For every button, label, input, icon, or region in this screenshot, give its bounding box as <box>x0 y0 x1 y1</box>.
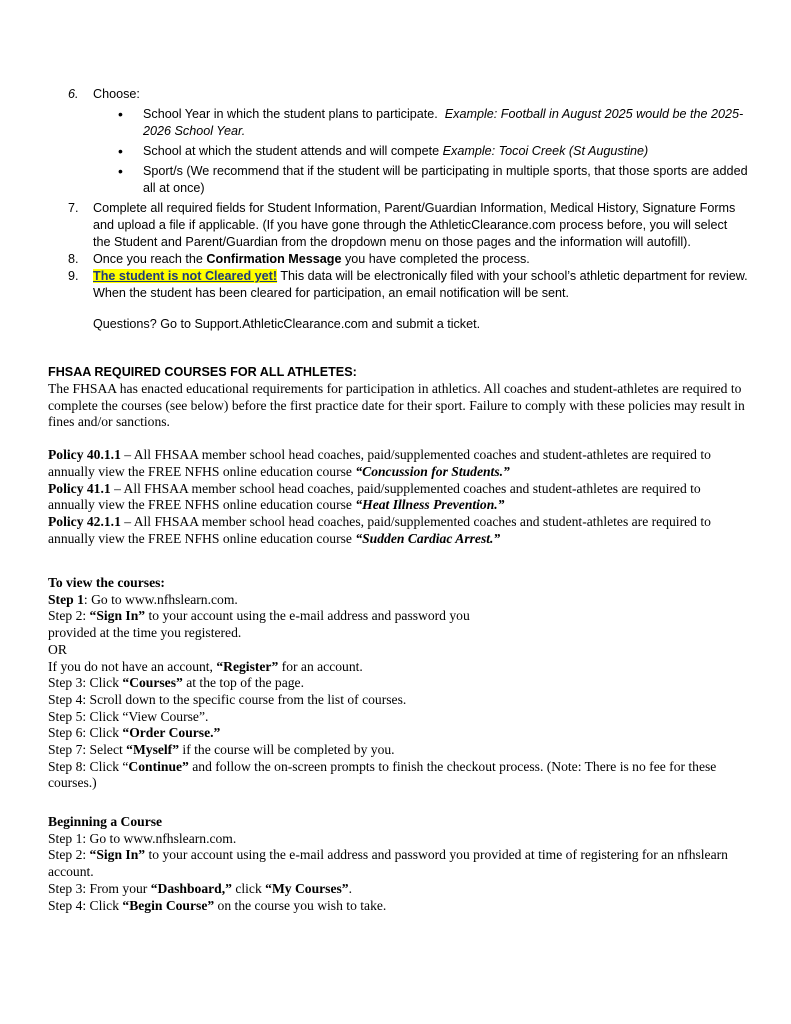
view-courses-heading: To view the courses: <box>48 575 165 590</box>
order-course-label: “Order Course.” <box>122 725 221 741</box>
step-text-end: you have completed the process. <box>341 252 530 266</box>
or-label: OR <box>48 641 67 657</box>
policy-name: Policy 42.1.1 <box>48 513 121 529</box>
courses-label: “Courses” <box>122 675 183 691</box>
view-step-8: Step 8: Click “Continue” and follow the on-screen prompts to finish the checkout process. (Note: There is no fee for these courses.) <box>48 758 717 791</box>
view-step-3: Step 3: Click “Courses” at the top of the page. <box>48 675 304 691</box>
view-step-2: Step 2: “Sign In” to your account using the e-mail address and password you <box>48 608 470 624</box>
view-step-5: Step 5: Click “View Course”. <box>48 708 209 724</box>
register-line: If you do not have an account, “Register” for an account. <box>48 658 363 674</box>
bullet-example: Example: Football in August 2025 would be the 2025-2026 School Year. <box>143 107 744 138</box>
beginning-course-heading: Beginning a Course <box>48 814 163 829</box>
begin-step-1: Step 1: Go to www.nfhslearn.com. <box>48 830 237 846</box>
begin-step-4: Step 4: Click “Begin Course” on the course you wish to take. <box>48 897 387 913</box>
policy-course: “Heat Illness Prevention.” <box>355 497 505 513</box>
step-9 <box>68 268 748 302</box>
sign-in-label: “Sign In” <box>89 847 146 863</box>
policy-41-1 <box>48 481 748 514</box>
policy-40-1-1 <box>48 447 748 480</box>
view-step-1 <box>48 592 748 609</box>
step-text: This data will be electronically filed with your school’s athletic department for review. When the student has been cleared for participation, an email notification will be sent. <box>93 269 748 300</box>
bullet-text: School Year in which the student plans to participate. <box>143 107 438 121</box>
bullet-example: Example: Tocoi Creek (St Augustine) <box>442 144 649 158</box>
bullet-school-year <box>93 106 748 140</box>
register-label: “Register” <box>216 658 279 674</box>
view-step-7: Step 7: Select “Myself” if the course will be completed by you. <box>48 742 395 758</box>
not-cleared-highlight: The student is not Cleared yet! <box>93 269 278 283</box>
step-number: 7. <box>68 201 79 215</box>
step-text: Once you reach the <box>93 252 207 266</box>
view-step-2-cont: provided at the time you registered. <box>48 625 242 641</box>
policy-course: “Sudden Cardiac Arrest.” <box>355 530 501 546</box>
step-number: 9. <box>68 269 79 283</box>
view-courses-section <box>48 575 748 792</box>
begin-step-2: Step 2: “Sign In” to your account using the e-mail address and password you provided at time of registering for an nfhslearn account. <box>48 847 728 880</box>
step-label: Step 1 <box>48 591 84 607</box>
view-step-4: Step 4: Scroll down to the specific course from the list of courses. <box>48 691 407 707</box>
continue-label: Continue” <box>128 758 189 774</box>
policy-name: Policy 41.1 <box>48 480 111 496</box>
confirmation-message-label: Confirmation Message <box>206 252 342 266</box>
myself-label: “Myself” <box>126 742 180 758</box>
fhsaa-intro: The FHSAA has enacted educational requirements for participation in athletics. All coaches and student-athletes are required to complete the courses (see below) before the first practice date for their sport. Failure to comply with these policies may result in fines and/or sanctions. <box>48 381 745 430</box>
policy-42-1-1 <box>48 514 748 547</box>
policy-text: – All FHSAA member school head coaches, paid/supplemented coaches and student-athletes are required to annually view the FREE NFHS online education course <box>48 447 711 479</box>
policy-course: “Concussion for Students.” <box>355 463 510 479</box>
fhsaa-heading: FHSAA REQUIRED COURSES FOR ALL ATHLETES: <box>48 365 357 379</box>
dashboard-label: “Dashboard,” <box>150 880 232 896</box>
begin-step-3: Step 3: From your “Dashboard,” click “My Courses”. <box>48 880 353 896</box>
bullet-sports <box>93 163 748 197</box>
step-6 <box>68 86 748 197</box>
step-text: : Go to www.nfhslearn.com. <box>83 591 238 607</box>
bullet-school <box>93 143 748 160</box>
step-number: 8. <box>68 252 79 266</box>
step-text: Complete all required fields for Student Information, Parent/Guardian Information, Medical History, Signature Forms and upload a file if applicable. (If you have gone through the AthleticClearance.com process before, you will select the Student and Parent/Guardian from the dropdown menu on those pages and the information will autofill). <box>93 201 736 249</box>
policy-text: – All FHSAA member school head coaches, paid/supplemented coaches and student-athletes are required to annually view the FREE NFHS online education course <box>48 513 711 546</box>
questions-line: Questions? Go to Support.AthleticClearance.com and submit a ticket. <box>93 317 481 331</box>
step-number: 6. <box>68 87 79 101</box>
fhsaa-section <box>48 381 748 547</box>
sign-in-label: “Sign In” <box>89 608 146 624</box>
policy-name: Policy 40.1.1 <box>48 447 121 463</box>
my-courses-label: “My Courses” <box>265 880 349 896</box>
step-8 <box>68 251 748 268</box>
choose-bullet-list <box>93 106 748 197</box>
clearance-steps-list <box>68 86 748 333</box>
view-step-6: Step 6: Click “Order Course.” <box>48 725 221 741</box>
begin-course-label: “Begin Course” <box>122 897 215 913</box>
bullet-text: Sport/s (We recommend that if the student will be participating in multiple sports, that those sports are added all at once) <box>143 164 748 195</box>
step-label: Choose: <box>93 87 140 101</box>
step-7 <box>68 200 748 251</box>
beginning-course-section <box>48 814 748 914</box>
bullet-text: School at which the student attends and will compete <box>143 144 440 158</box>
policy-text: – All FHSAA member school head coaches, paid/supplemented coaches and student-athletes are required to annually view the FREE NFHS online education course <box>48 480 701 513</box>
